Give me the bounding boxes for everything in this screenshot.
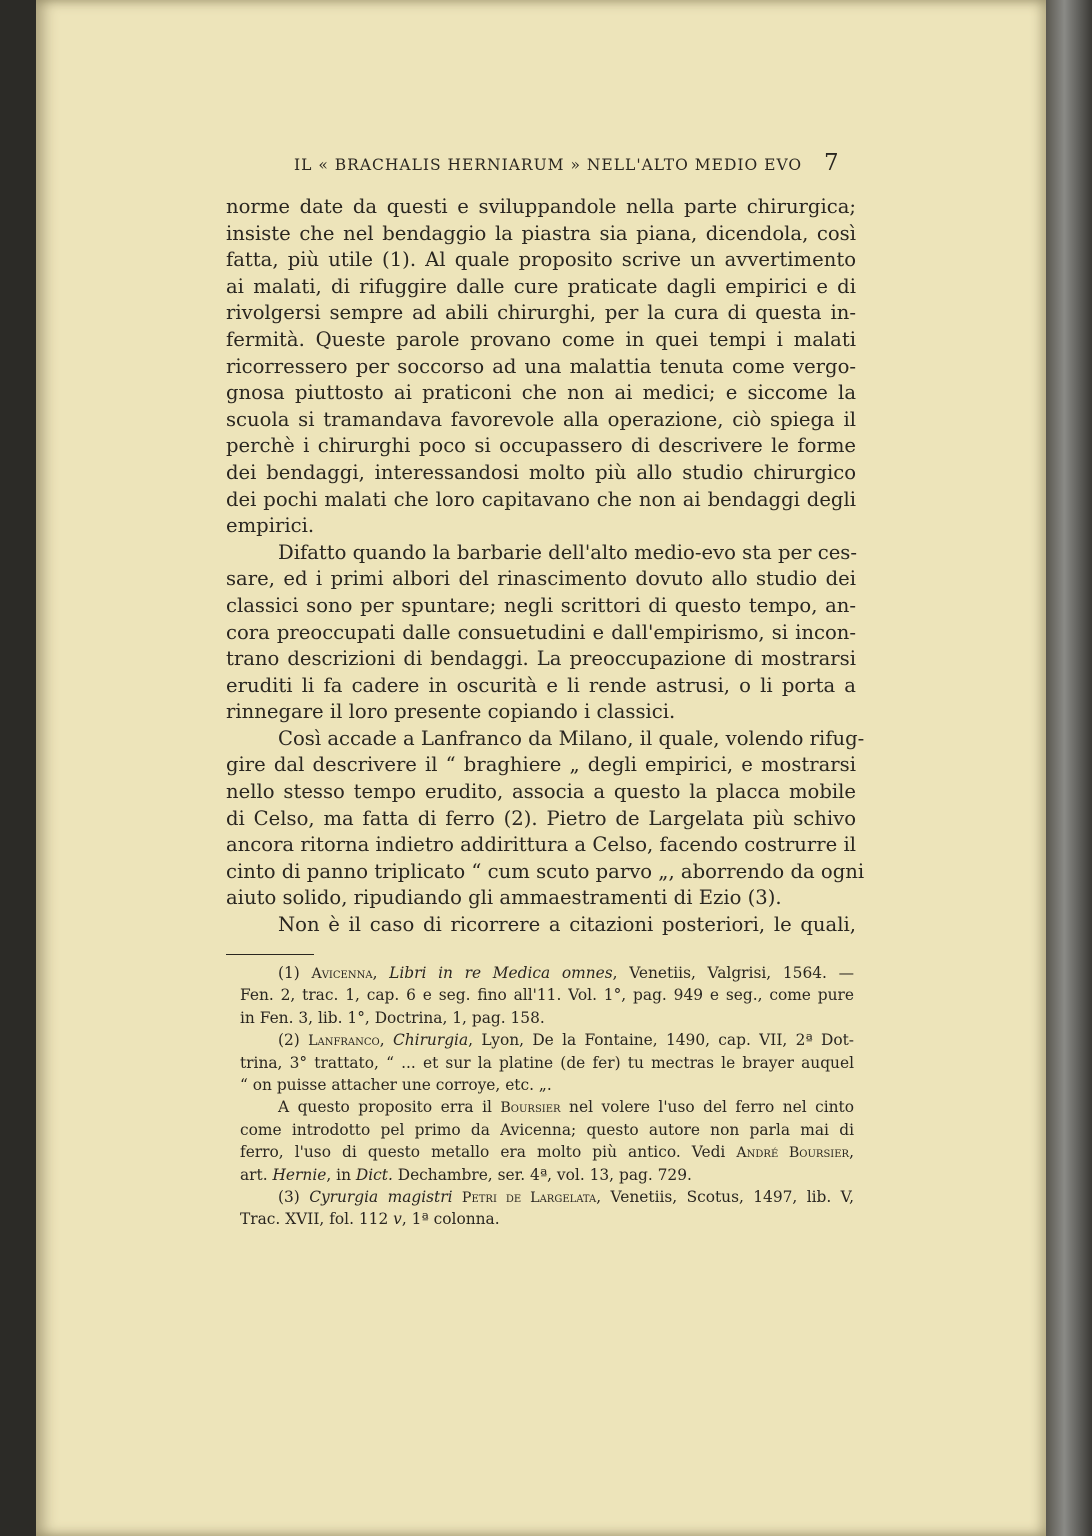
- book-page: [36, 0, 1046, 1536]
- author-name: Boursier: [500, 1100, 561, 1117]
- author-name: André Boursier: [736, 1145, 850, 1162]
- footnote-line: [240, 1186, 854, 1208]
- text-line: perchè i chirurghi poco si occupassero di descrivere le forme: [226, 434, 856, 458]
- footnote: [240, 1029, 854, 1096]
- footnote-line: [240, 1119, 854, 1141]
- author-name: Petri de Largelata: [461, 1189, 597, 1206]
- footnote-line: [240, 1141, 854, 1163]
- footnote-text: Dechambre, ser. 4ª, vol. 13, pag. 729.: [392, 1165, 692, 1184]
- paragraph: [226, 194, 856, 540]
- footnote-line: [240, 1052, 854, 1074]
- text-line: ricorressero per soccorso ad una malattia tenuta come vergo-: [226, 354, 856, 378]
- footnote-line: [240, 1208, 854, 1230]
- text-line: gire dal descrivere il “ braghiere „ degli empirici, e mostrarsi: [226, 753, 856, 777]
- text-line: Difatto quando la barbarie dell'alto medio-evo sta per ces-: [278, 540, 857, 564]
- footnote-line: [240, 1029, 854, 1051]
- text-line: rivolgersi sempre ad abili chirurghi, per la cura di questa in-: [226, 301, 856, 325]
- body-text: [226, 194, 865, 939]
- footnote-text: ,: [372, 964, 390, 982]
- footnotes: [240, 962, 854, 1231]
- footnote-text: , in: [326, 1165, 356, 1184]
- text-line: ancora ritorna indietro addirittura a Celso, facendo costrurre il: [226, 833, 856, 857]
- footnote-text: trina, 3° trattato, “ ... et sur la platine (de fer) tu mectras le brayer auquel: [240, 1053, 854, 1072]
- footnote: [240, 1186, 854, 1231]
- text-line: dei bendaggi, interessandosi molto più allo studio chirurgico: [226, 460, 856, 484]
- footnote-text: ,: [379, 1031, 393, 1050]
- text-line: nello stesso tempo erudito, associa a questo la placca mobile: [226, 780, 856, 804]
- text-line: scuola si tramandava favorevole alla operazione, ciò spiega il: [226, 407, 856, 431]
- footnote-text: ferro, l'uso di questo metallo era molto più antico. Vedi: [240, 1143, 737, 1162]
- footnote-text: ,: [849, 1143, 854, 1162]
- footnote-text: art.: [240, 1165, 273, 1184]
- footnote-text: , 1ª colonna.: [401, 1210, 500, 1229]
- footnote-line: [240, 1074, 854, 1096]
- running-header: IL « BRACHALIS HERNIARUM » NELL'ALTO MEDIO EVO: [294, 156, 803, 174]
- paragraph: [226, 726, 865, 912]
- title-italic: Dict.: [355, 1165, 393, 1184]
- footnote: [240, 1096, 854, 1186]
- footnote-text: , Venetiis, Valgrisi, 1564. —: [612, 964, 854, 982]
- text-line: fatta, più utile (1). Al quale proposito scrive un avvertimento: [226, 248, 856, 272]
- title-italic: Libri in re Medica omnes: [389, 964, 613, 982]
- text-line: sare, ed i primi albori del rinascimento dovuto allo studio dei: [226, 567, 856, 591]
- footnote-text: come introdotto pel primo da Avicenna; questo autore non parla mai di: [240, 1120, 854, 1139]
- text-line: gnosa piuttosto ai praticoni che non ai medici; e siccome la: [226, 381, 856, 405]
- text-line: Non è il caso di ricorrere a citazioni posteriori, le quali,: [278, 913, 856, 937]
- text-line: rinnegare il loro presente copiando i classici.: [226, 700, 676, 724]
- text-line: di Celso, ma fatta di ferro (2). Pietro de Largelata più schivo: [226, 806, 856, 830]
- footnote-line: [240, 962, 854, 984]
- footnote-text: nel volere l'uso del ferro nel cinto: [560, 1098, 855, 1117]
- text-line: norme date da questi e sviluppandole nella parte chirurgica;: [226, 195, 856, 218]
- text-line: aiuto solido, ripudiando gli ammaestramenti di Ezio (3).: [226, 886, 782, 910]
- footnote-text: , Lyon, De la Fontaine, 1490, cap. VII, 2ª Dot-: [468, 1031, 854, 1050]
- scan-edge: [1046, 0, 1092, 1536]
- title-italic: v: [393, 1210, 402, 1229]
- footnote-text: “ on puisse attacher une corroye, etc. „.: [240, 1075, 552, 1094]
- footnote-text: (2): [278, 1031, 309, 1050]
- text-line: insiste che nel bendaggio la piastra sia piana, dicendola, così: [226, 221, 856, 245]
- footnote-text: (3): [278, 1187, 310, 1206]
- title-italic: Chirurgia: [392, 1031, 469, 1050]
- footnote-rule: [226, 954, 314, 955]
- paragraph: [226, 912, 856, 939]
- text-line: ai malati, di rifuggire dalle cure praticate dagli empirici e di: [226, 274, 856, 298]
- footnote-text: in Fen. 3, lib. 1°, Doctrina, 1, pag. 158.: [240, 1008, 545, 1027]
- footnote-text: A questo proposito erra il: [278, 1098, 501, 1117]
- footnote-line: [240, 1096, 854, 1118]
- text-line: eruditi li fa cadere in oscurità e li rende astrusi, o li porta a: [226, 673, 856, 697]
- footnote-line: [240, 1164, 854, 1186]
- text-line: cinto di panno triplicato “ cum scuto parvo „, aborrendo da ogni: [226, 859, 865, 883]
- text-line: classici sono per spuntare; negli scrittori di questo tempo, an-: [226, 593, 856, 617]
- text-line: dei pochi malati che loro capitavano che non ai bendaggi degli: [226, 487, 856, 511]
- footnote-text: Fen. 2, trac. 1, cap. 6 e seg. fino all'11. Vol. 1°, pag. 949 e seg., come pure: [240, 986, 854, 1005]
- paragraph: [226, 540, 856, 726]
- footnote-line: [240, 984, 854, 1006]
- footnote: [240, 962, 854, 1029]
- author-name: Lanfranco: [308, 1033, 380, 1050]
- text-line: empirici.: [226, 514, 315, 538]
- page-number: 7: [824, 150, 839, 176]
- text-line: Così accade a Lanfranco da Milano, il quale, volendo rifug-: [278, 726, 865, 750]
- title-italic: Hernie: [272, 1165, 327, 1184]
- text-line: fermità. Queste parole provano come in quei tempi i malati: [226, 327, 856, 351]
- text-line: cora preoccupati dalle consuetudini e dall'empirismo, si incon-: [226, 620, 856, 644]
- text-line: trano descrizioni di bendaggi. La preoccupazione di mostrarsi: [226, 647, 856, 671]
- footnote-text: (1): [278, 964, 312, 982]
- title-italic: Cyrurgia magistri: [309, 1187, 453, 1206]
- footnote-line: [240, 1007, 854, 1029]
- footnote-text: , Venetiis, Scotus, 1497, lib. V,: [596, 1187, 854, 1206]
- author-name: Avicenna: [311, 966, 373, 982]
- footnote-text: [453, 1188, 462, 1206]
- footnote-text: Trac. XVII, fol. 112: [240, 1210, 394, 1229]
